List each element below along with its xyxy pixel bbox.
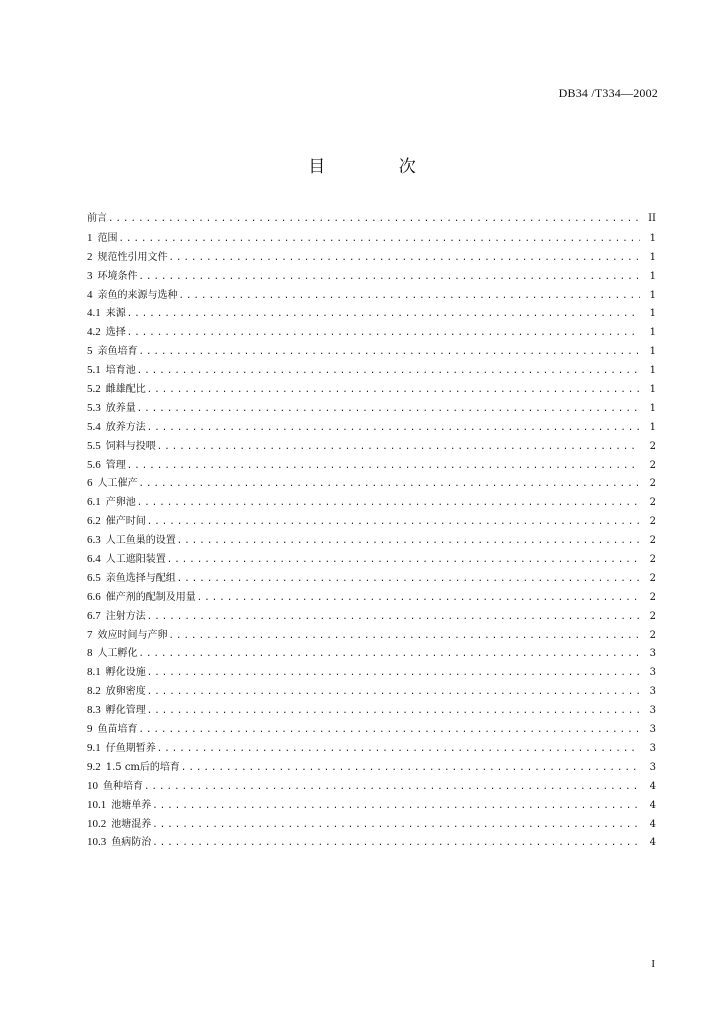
toc-entry[interactable]: [87, 644, 656, 663]
toc-entry-number: 6.4: [87, 553, 101, 566]
toc-entry-title: 人工鱼巢的设置: [105, 535, 176, 547]
toc-list: [87, 210, 656, 852]
toc-entry-number: 1: [87, 231, 93, 244]
toc-entry-page: 2: [649, 440, 656, 452]
toc-entry[interactable]: [87, 739, 656, 758]
toc-dot-leader: [147, 608, 640, 627]
toc-entry-page: 3: [649, 761, 656, 773]
toc-dot-leader: [197, 589, 640, 608]
toc-entry-page: 2: [649, 478, 656, 490]
toc-dot-leader: [137, 400, 640, 419]
toc-dot-leader: [139, 475, 641, 494]
toc-entry-title: 1.5 cm后的培育: [105, 761, 180, 773]
toc-entry[interactable]: [87, 342, 656, 361]
toc-entry-number: 2: [87, 250, 93, 263]
toc-entry-number: 6.5: [87, 571, 101, 584]
toc-entry[interactable]: [87, 474, 656, 493]
toc-dot-leader: [179, 287, 641, 306]
toc-entry-page: 4: [649, 818, 656, 830]
toc-entry-title: 亲鱼培育: [97, 346, 138, 358]
toc-entry-number: 7: [87, 628, 93, 641]
toc-entry-page: 2: [649, 610, 656, 622]
toc-entry-page: 3: [649, 742, 656, 754]
toc-entry[interactable]: [87, 588, 656, 607]
toc-entry-number: 5: [87, 345, 93, 358]
toc-entry-page: 1: [649, 365, 656, 377]
toc-entry-page: 1: [649, 327, 656, 339]
toc-entry-page: 3: [649, 648, 656, 660]
toc-dot-leader: [147, 702, 640, 721]
toc-entry-title: 鱼苗培育: [97, 724, 138, 736]
toc-entry-title: 鱼病防治: [111, 837, 152, 849]
toc-entry-page: II: [648, 213, 656, 224]
toc-entry-number: 8.3: [87, 704, 101, 717]
toc-dot-leader: [152, 816, 640, 835]
toc-entry[interactable]: [87, 286, 656, 305]
toc-entry-number: 3: [87, 269, 93, 282]
toc-entry-number: 4.1: [87, 307, 101, 320]
toc-entry-page: 2: [649, 535, 656, 547]
toc-entry-number: 4.2: [87, 326, 101, 339]
toc-entry-number: 6.1: [87, 496, 101, 509]
toc-entry-number: 10.2: [87, 817, 107, 830]
toc-dot-leader: [181, 759, 640, 778]
toc-entry-number: 6.7: [87, 609, 101, 622]
toc-entry[interactable]: [87, 248, 656, 267]
toc-dot-leader: [137, 494, 640, 513]
toc-entry-title: 范围: [97, 232, 118, 244]
toc-entry-number: 5.3: [87, 401, 101, 414]
toc-entry[interactable]: [87, 493, 656, 512]
toc-entry-title: 孵化设施: [105, 667, 146, 679]
toc-entry[interactable]: [87, 833, 656, 852]
toc-entry-page: 2: [649, 572, 656, 584]
toc-entry-title: 规范性引用文件: [97, 251, 168, 263]
toc-entry-title: 人工催产: [97, 478, 138, 490]
toc-entry-number: 4: [87, 288, 93, 301]
toc-entry-number: 6: [87, 477, 93, 490]
toc-dot-leader: [167, 551, 640, 570]
toc-entry-number: 8: [87, 647, 93, 660]
toc-entry-page: 2: [649, 591, 656, 603]
toc-entry[interactable]: [87, 531, 656, 550]
toc-dot-leader: [147, 419, 640, 438]
toc-dot-leader: [147, 513, 640, 532]
toc-entry-title: 管理: [105, 459, 126, 471]
toc-entry-number: 10.3: [87, 836, 107, 849]
toc-entry[interactable]: [87, 304, 656, 323]
toc-entry[interactable]: [87, 607, 656, 626]
toc-entry-page: 2: [649, 554, 656, 566]
toc-entry-number: 5.4: [87, 420, 101, 433]
toc-entry-title: 效应时间与产卵: [97, 629, 168, 641]
toc-entry[interactable]: [87, 569, 656, 588]
toc-entry-number: 6.3: [87, 534, 101, 547]
toc-entry[interactable]: [87, 626, 656, 645]
toc-title: 目 次: [308, 157, 450, 177]
toc-entry-page: 1: [649, 421, 656, 433]
toc-entry-title: 前言: [87, 213, 107, 224]
toc-dot-leader: [157, 438, 640, 457]
toc-dot-leader: [139, 721, 641, 740]
toc-entry-title: 亲鱼的来源与选种: [97, 289, 178, 301]
toc-entry-page: 2: [649, 497, 656, 509]
toc-entry-number: 5.6: [87, 458, 101, 471]
toc-entry[interactable]: [87, 758, 656, 777]
toc-entry[interactable]: [87, 361, 656, 380]
toc-dot-leader: [139, 343, 641, 362]
toc-entry-number: 5.5: [87, 439, 101, 452]
toc-entry[interactable]: [87, 267, 656, 286]
toc-dot-leader: [108, 210, 640, 229]
toc-entry[interactable]: [87, 512, 656, 531]
toc-dot-leader: [127, 305, 640, 324]
toc-dot-leader: [137, 362, 640, 381]
toc-entry[interactable]: [87, 796, 656, 815]
toc-entry[interactable]: [87, 701, 656, 720]
toc-entry[interactable]: [87, 418, 656, 437]
toc-dot-leader: [169, 249, 641, 268]
toc-dot-leader: [139, 645, 641, 664]
toc-entry-number: 6.2: [87, 515, 101, 528]
toc-dot-leader: [127, 324, 640, 343]
toc-dot-leader: [152, 834, 640, 853]
toc-entry-number: 9.2: [87, 760, 101, 773]
toc-entry-number: 5.2: [87, 383, 101, 396]
toc-entry-title: 放卵密度: [105, 686, 146, 698]
toc-entry[interactable]: [87, 399, 656, 418]
toc-entry-page: 1: [649, 232, 656, 244]
toc-entry-title: 亲鱼选择与配组: [105, 572, 176, 584]
toc-entry[interactable]: [87, 323, 656, 342]
toc-entry-title: 放养量: [105, 402, 136, 414]
toc-entry-title: 仔鱼期暂养: [105, 742, 156, 754]
toc-entry-page: 2: [649, 516, 656, 528]
toc-entry-title: 池塘混养: [111, 818, 152, 830]
toc-dot-leader: [152, 797, 640, 816]
toc-entry-number: 9.1: [87, 741, 101, 754]
toc-entry-title: 来源: [105, 308, 126, 320]
toc-entry[interactable]: [87, 777, 656, 796]
page-number: I: [651, 958, 655, 970]
toc-entry-number: 6.6: [87, 590, 101, 603]
toc-dot-leader: [147, 664, 640, 683]
toc-dot-leader: [119, 230, 641, 249]
toc-entry[interactable]: [87, 815, 656, 834]
toc-entry[interactable]: [87, 380, 656, 399]
toc-entry-title: 鱼种培育: [103, 780, 143, 792]
toc-entry-title: 注射方法: [105, 610, 146, 622]
toc-entry-page: 1: [649, 251, 656, 263]
toc-entry-page: 1: [649, 346, 656, 358]
toc-dot-leader: [177, 532, 640, 551]
toc-entry-title: 催产时间: [105, 516, 146, 528]
toc-entry-page: 2: [649, 459, 656, 471]
toc-entry-title: 池塘单养: [111, 799, 152, 811]
toc-entry-number: 10: [87, 779, 98, 792]
toc-dot-leader: [127, 457, 640, 476]
toc-entry-number: 10.1: [87, 798, 107, 811]
toc-entry[interactable]: [87, 229, 656, 248]
toc-entry-title: 催产剂的配制及用量: [105, 591, 196, 603]
toc-entry-page: 1: [649, 308, 656, 320]
toc-entry-number: 9: [87, 723, 93, 736]
toc-entry[interactable]: [87, 456, 656, 475]
toc-dot-leader: [177, 570, 640, 589]
toc-entry-title: 放养方法: [105, 421, 146, 433]
toc-entry-title: 产卵池: [105, 497, 136, 509]
toc-entry-page: 3: [649, 705, 656, 717]
toc-entry-title: 孵化管理: [105, 705, 146, 717]
toc-dot-leader: [147, 683, 640, 702]
toc-entry[interactable]: [87, 663, 656, 682]
toc-entry-page: 4: [649, 837, 656, 849]
toc-dot-leader: [139, 268, 641, 287]
toc-entry-title: 人工孵化: [97, 648, 138, 660]
toc-dot-leader: [169, 627, 641, 646]
toc-entry-page: 4: [649, 799, 656, 811]
toc-entry-title: 环境条件: [97, 270, 138, 282]
toc-entry-number: 5.1: [87, 364, 101, 377]
toc-entry-title: 人工遮阳装置: [105, 554, 166, 566]
toc-entry[interactable]: [87, 682, 656, 701]
toc-dot-leader: [147, 381, 640, 400]
toc-entry-title: 选择: [105, 327, 126, 339]
toc-entry-title: 雌雄配比: [105, 384, 146, 396]
toc-entry[interactable]: [87, 550, 656, 569]
toc-entry[interactable]: [87, 210, 656, 229]
toc-entry-title: 饲料与投喂: [105, 440, 156, 452]
toc-entry-page: 1: [649, 384, 656, 396]
toc-entry-page: 3: [649, 667, 656, 679]
toc-dot-leader: [157, 740, 640, 759]
toc-entry-page: 1: [649, 402, 656, 414]
toc-entry-page: 4: [649, 780, 656, 792]
toc-entry-page: 2: [649, 629, 656, 641]
toc-dot-leader: [144, 778, 640, 797]
toc-entry[interactable]: [87, 437, 656, 456]
toc-entry-number: 8.1: [87, 666, 101, 679]
toc-entry[interactable]: [87, 720, 656, 739]
toc-entry-page: 3: [649, 686, 656, 698]
document-code: DB34 /T334—2002: [558, 86, 658, 100]
toc-entry-page: 3: [649, 724, 656, 736]
toc-entry-page: 1: [649, 289, 656, 301]
toc-entry-title: 培育池: [105, 365, 136, 377]
toc-entry-number: 8.2: [87, 685, 101, 698]
toc-entry-page: 1: [649, 270, 656, 282]
